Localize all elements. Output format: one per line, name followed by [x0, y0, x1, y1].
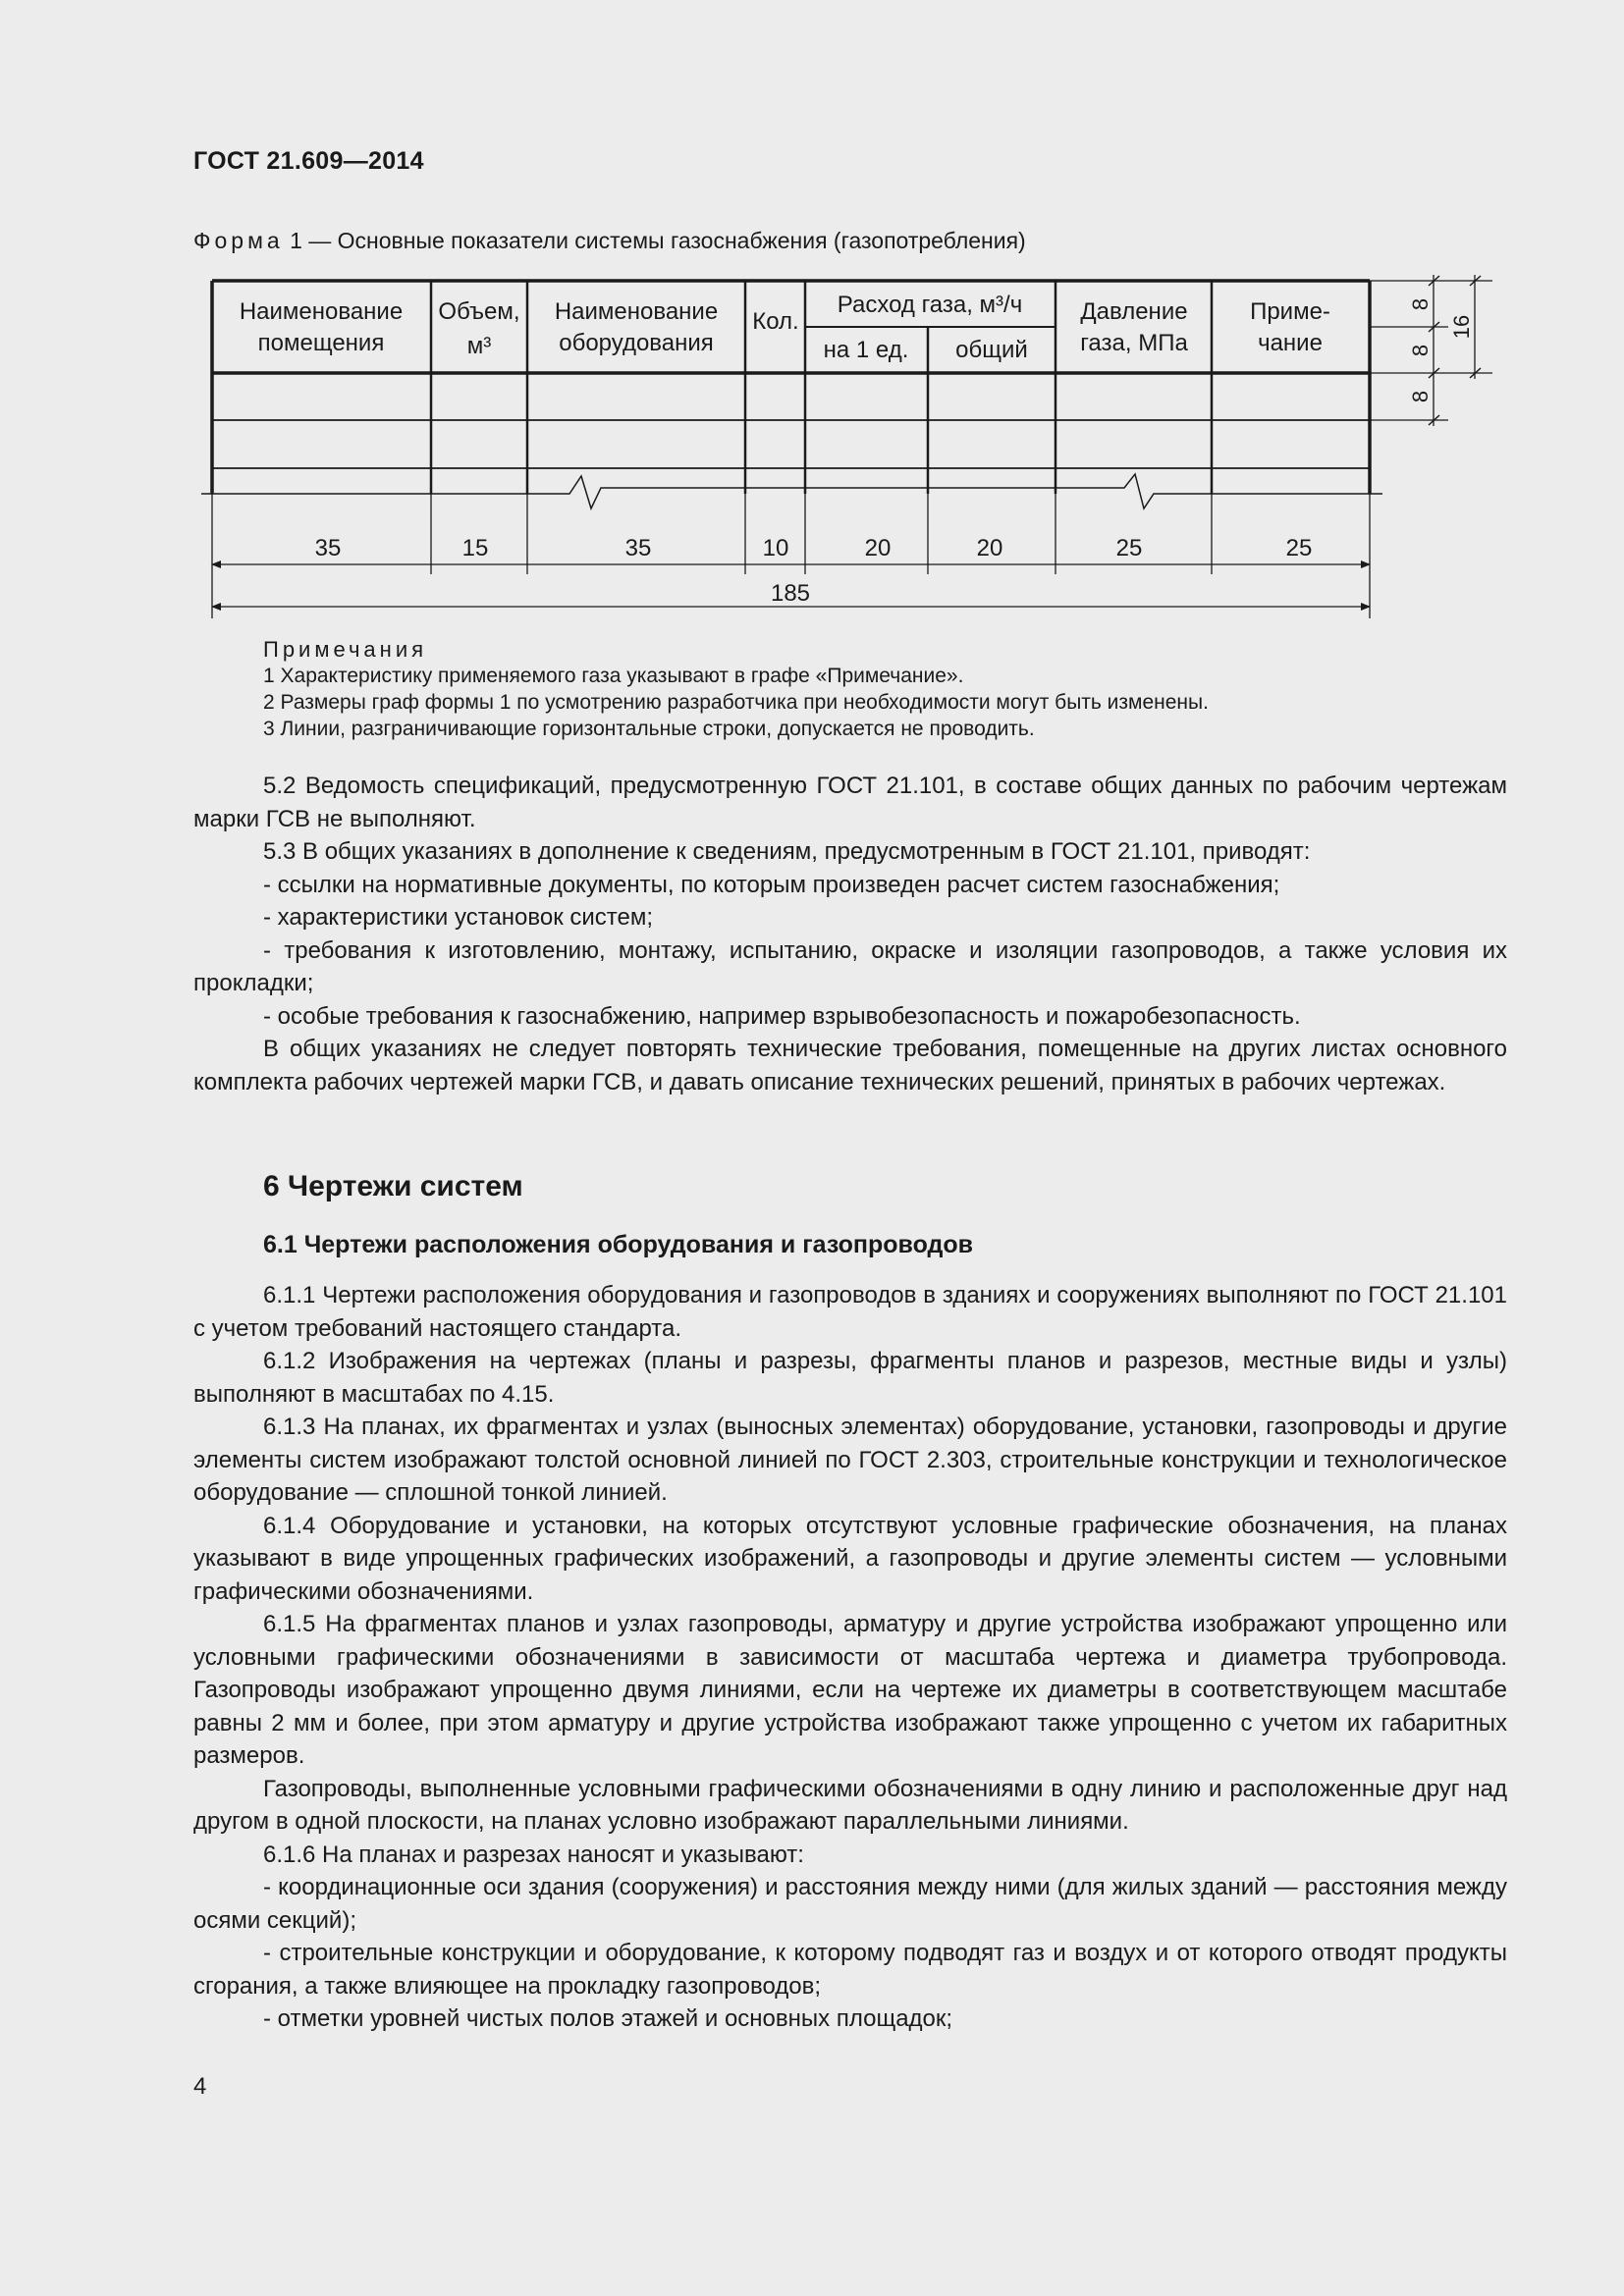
paragraph-5-3: 5.3 В общих указаниях в дополнение к сведениям, предусмотренным в ГОСТ 21.101, приводят: — [263, 838, 1311, 865]
paragraph-6-1-3: 6.1.3 На планах, их фрагментах и узлах (выносных элементах) оборудование, установки, газопроводы и другие элементы систем изображают толстой основной линией по ГОСТ 2.303, строительные конструкции и технологическое оборудование — сплошной тонкой линией. — [193, 1414, 1507, 1506]
header-pressure-line2: газа, МПа — [1080, 330, 1188, 356]
header-pressure-line1: Давление — [1080, 298, 1188, 325]
header-note-line1: Приме- — [1250, 298, 1330, 325]
paragraph-6-1-5: 6.1.5 На фрагментах планов и узлах газопроводы, арматуру и другие устройства изображают упрощенно или условными графическими обозначениями в зависимости от масштаба чертежа и диаметра трубопровода. Газопроводы изображают упрощенно двумя линиями, если на чертеже их диаметры в соответствующем масштабе равны 2 мм и более, при этом арматуру и другие устройства изображают также упрощенно с учетом их габаритных размеров. — [193, 1611, 1507, 1769]
note-item: 1 Характеристику применяемого газа указывают в графе «Примечание». — [263, 665, 964, 687]
notes-title: Примечания — [263, 637, 428, 662]
form-notes — [263, 636, 1510, 742]
header-per-unit: на 1 ед. — [823, 337, 909, 363]
header-total: общий — [955, 337, 1028, 363]
form-1-table-drawing — [0, 0, 1624, 648]
section-6-heading: 6 Чертежи систем — [263, 1170, 523, 1202]
width-volume: 15 — [461, 535, 489, 561]
header-room-line2: помещения — [257, 330, 385, 356]
width-room: 35 — [314, 535, 342, 561]
header-note-line2: чание — [1258, 330, 1323, 356]
width-note: 25 — [1285, 535, 1313, 561]
list-item: - координационные оси здания (сооружения) и расстояния между ними (для жилых зданий — расстояния между осями секций); — [193, 1874, 1507, 1934]
list-item: - строительные конструкции и оборудование, к которому подводят газ и воздух и от которого отводят продукты сгорания, а также влияющее на прокладку газопроводов; — [193, 1940, 1507, 2000]
width-pressure: 25 — [1115, 535, 1143, 561]
note-item: 2 Размеры граф формы 1 по усмотрению разработчика при необходимости могут быть изменены. — [263, 691, 1209, 714]
note-item: 3 Линии, разграничивающие горизонтальные строки, допускается не проводить. — [263, 718, 1035, 740]
form-caption-text: 1 — Основные показатели системы газоснабжения (газопотребления) — [290, 228, 1026, 253]
form-caption-label: Форма — [193, 228, 284, 253]
section-6-text — [193, 1279, 1507, 2036]
paragraph-general-instructions: В общих указаниях не следует повторять технические требования, помещенные на других листах основного комплекта рабочих чертежей марки ГСВ, и давать описание технических решений, принятых в рабочих чертежах. — [193, 1036, 1507, 1095]
header-equipment-line2: оборудования — [559, 330, 714, 356]
document-header: ГОСТ 21.609—2014 — [193, 147, 424, 175]
header-gas-flow: Расход газа, м³/ч — [837, 292, 1023, 318]
paragraph-6-1-6: 6.1.6 На планах и разрезах наносят и указывают: — [263, 1841, 804, 1868]
header-qty: Кол. — [752, 308, 799, 335]
list-item: - ссылки на нормативные документы, по которым произведен расчет систем газоснабжения; — [263, 871, 1280, 898]
page-number: 4 — [193, 2073, 207, 2100]
paragraph-6-1-4: 6.1.4 Оборудование и установки, на которых отсутствуют условные графические обозначения, на планах указывают в виде упрощенных графических изображений, а газопроводы и другие элементы систем — условными графическими обозначениями. — [193, 1512, 1507, 1605]
height-header-top: 8 — [1407, 297, 1433, 311]
list-item: - требования к изготовлению, монтажу, испытанию, окраске и изоляции газопроводов, а также условия их прокладки; — [193, 936, 1507, 996]
width-overall: 185 — [770, 580, 811, 607]
height-header-total: 16 — [1448, 314, 1474, 340]
width-qty: 10 — [762, 535, 789, 561]
section-5-text — [193, 770, 1507, 1098]
width-equipment: 35 — [624, 535, 652, 561]
header-volume-line2: м³ — [466, 333, 492, 359]
height-row: 8 — [1407, 390, 1433, 403]
header-volume-line1: Объем, — [438, 298, 520, 325]
list-item: - характеристики установок систем; — [263, 904, 654, 931]
paragraph-5-2: 5.2 Ведомость спецификаций, предусмотренную ГОСТ 21.101, в составе общих данных по рабочим чертежам марки ГСВ не выполняют. — [193, 773, 1507, 832]
header-room-line1: Наименование — [239, 298, 404, 325]
list-item: - отметки уровней чистых полов этажей и основных площадок; — [263, 2005, 953, 2032]
header-equipment-line1: Наименование — [554, 298, 719, 325]
width-per-unit: 20 — [864, 535, 892, 561]
paragraph-pipes: Газопроводы, выполненные условными графическими обозначениями в одну линию и расположенные друг над другом в одной плоскости, на планах условно изображают параллельными линиями. — [193, 1775, 1507, 1835]
paragraph-6-1-2: 6.1.2 Изображения на чертежах (планы и разрезы, фрагменты планов и разрезов, местные виды и узлы) выполняют в масштабах по 4.15. — [193, 1348, 1507, 1408]
width-total: 20 — [976, 535, 1003, 561]
height-header-bottom: 8 — [1407, 344, 1433, 357]
subsection-6-1-heading: 6.1 Чертежи расположения оборудования и газопроводов — [263, 1231, 974, 1258]
paragraph-6-1-1: 6.1.1 Чертежи расположения оборудования и газопроводов в зданиях и сооружениях выполняют по ГОСТ 21.101 с учетом требований настоящего стандарта. — [193, 1282, 1507, 1342]
list-item: - особые требования к газоснабжению, например взрывобезопасность и пожаробезопасность. — [263, 1002, 1301, 1030]
